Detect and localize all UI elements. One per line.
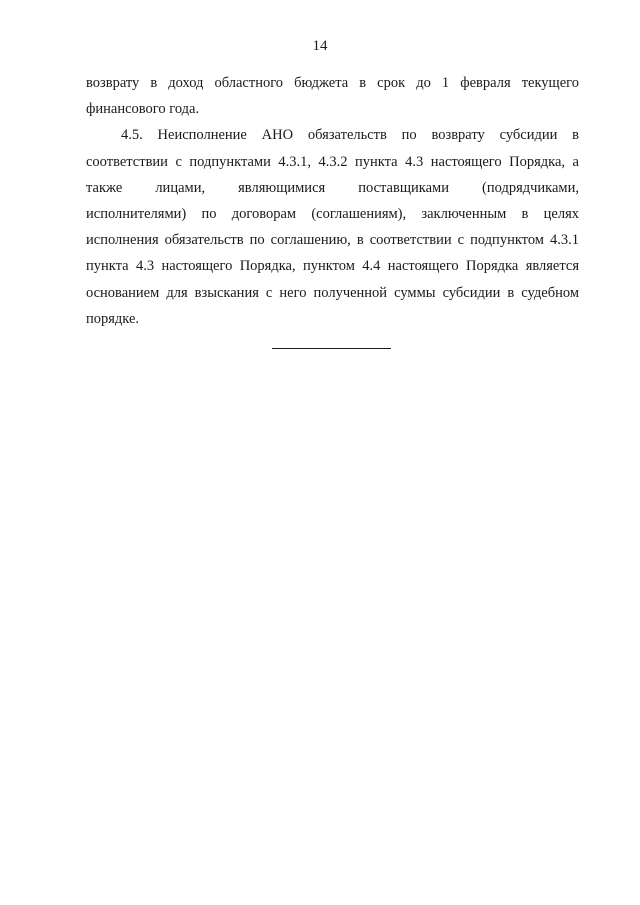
end-separator-line (272, 348, 391, 349)
document-body (86, 70, 579, 332)
paragraph-continuation (86, 70, 579, 122)
text-line: основанием для взыскания с него полученной суммы субсидии в судебном (86, 284, 579, 301)
paragraph-4-5 (86, 122, 579, 332)
text-line: возврату в доход областного бюджета в срок до 1 февраля текущего (86, 75, 579, 91)
text-line: пункта 4.3 настоящего Порядка, пунктом 4.4 настоящего Порядка является (86, 258, 579, 275)
text-line: соответствии с подпунктами 4.3.1, 4.3.2 пункта 4.3 настоящего Порядка, а (86, 153, 579, 170)
text-line: исполнителями) по договорам (соглашениям), заключенным в целях (86, 205, 579, 222)
text-line: финансового года. (86, 101, 200, 118)
text-line: исполнения обязательств по соглашению, в соответствии с подпунктом 4.3.1 (86, 232, 579, 249)
page-number: 14 (312, 38, 328, 54)
text-line: 4.5. Неисполнение АНО обязательств по возврату субсидии в (121, 127, 579, 144)
text-line: также лицами, являющимися поставщиками (подрядчиками, (86, 179, 579, 196)
text-line: порядке. (86, 310, 140, 327)
